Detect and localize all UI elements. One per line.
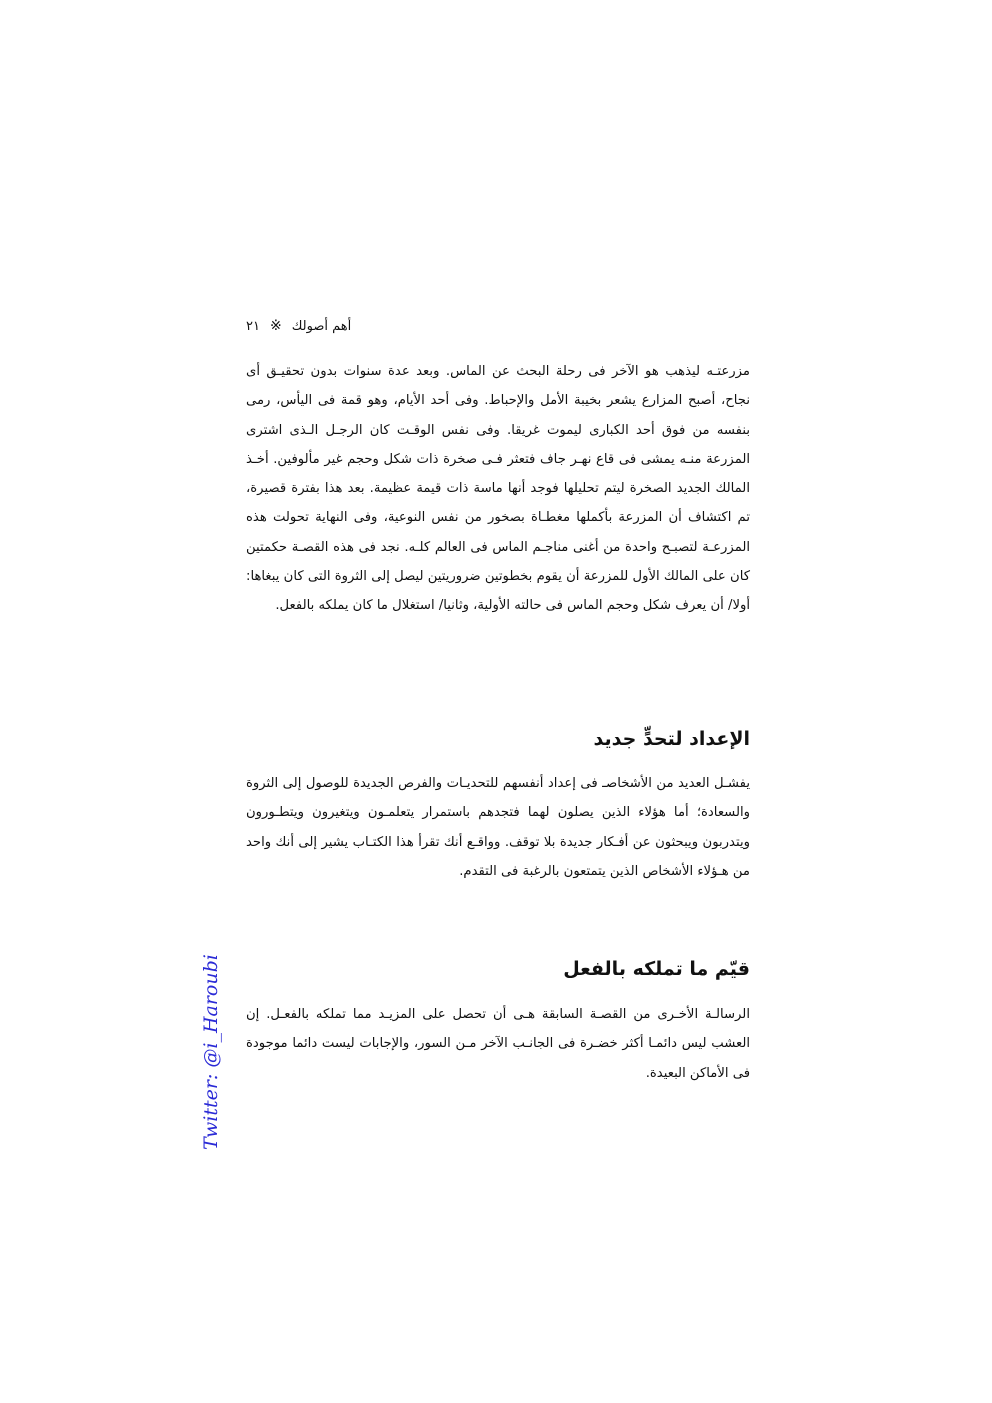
running-head — [246, 318, 446, 334]
body-paragraph: مزرعتـه ليذهب هو الآخر فى رحلة البحث عن الماس. وبعد عدة سنوات بدون تحقيـق أى نجاح، أصبح المزارع يشعر بخيبة الأمل والإحباط. وفى أحد الأيام، وهو قمة فى اليأس، رمى بنفسه من فوق أحد الكبارى ليموت غريقا. وفى نفس الوقـت كان الرجـل الـذى اشترى المزرعة منـه يمشى فى قاع نهـر جاف فتعثر فـى صخرة ذات شكل وحجم غير مألوفين. أخـذ المالك الجديد الصخرة ليتم تحليلها فوجد أنها ماسة ذات قيمة عظيمة. بعد هذا بفترة قصيرة، تم اكتشاف أن المزرعة بأكملها مغطـاة بصخور من نفس النوعية، وفى النهاية تحولت هذه المزرعـة لتصبـح واحدة من أغنى مناجـم الماس فى العالم كلـه. نجد فى هذه القصـة حكمتين كان على المالك الأول للمزرعة أن يقوم بخطوتين ضروريتين ليصل إلى الثروة التى كان يبغاها: أولا/ أن يعرف شكل وحجم الماس فى حالته الأولية، وثانيا/ استغلال ما كان يملكه بالفعل. — [246, 364, 750, 614]
twitter-watermark: Twitter: @i_Haroubi — [200, 954, 222, 1150]
body-paragraph: الرسالـة الأخـرى من القصـة السابقة هـى أن تحصل على المزيـد مما تملكه بالفعـل. إن العشب ليس دائمـا أكثر خضـرة فى الجانـب الآخر مـن السور، والإجابات ليست دائما موجودة فى الأماكن البعيدة. — [246, 1007, 750, 1081]
value-section — [246, 1000, 750, 1088]
new-challenge-section — [246, 769, 750, 886]
page-number: ٢١ — [246, 319, 260, 334]
section-heading-value-what-you-have: قيّم ما تملكه بالفعل — [563, 958, 750, 980]
intro-section — [246, 357, 750, 621]
section-heading-new-challenge: الإعداد لتحدٍّ جديد — [593, 728, 750, 750]
book-title: أهم أصولك — [291, 319, 352, 334]
separator-ornament-icon: ※ — [269, 318, 282, 334]
body-paragraph: يفشـل العديد من الأشخاصـ فى إعداد أنفسهم للتحديـات والفرص الجديدة للوصول إلى الثروة والسعادة؛ أما هؤلاء الذين يصلون لهما فتجدهم باستمرار يتعلمـون ويتغيرون ويتطـورون ويتدربون ويبحثون عن أفـكار جديدة بلا توقف. وواقـع أنك تقرأ هذا الكتـاب يشير إلى أنك واحد من هـؤلاء الأشخاص الذين يتمتعون بالرغبة فى التقدم. — [246, 776, 750, 879]
